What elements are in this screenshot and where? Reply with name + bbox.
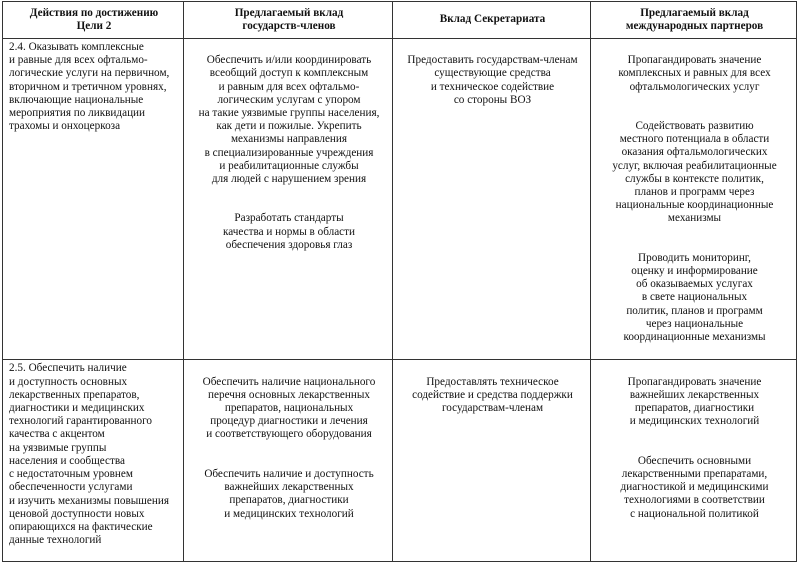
paragraph: Содействовать развитию местного потенциала в области оказания офтальмологических услуг, включая реабилитационные службы в контексте политик, планов и программ через национальные координационные механизмы — [612, 120, 777, 225]
header-secretariat: Вклад Секретариата — [393, 2, 591, 39]
paragraph: Предоставить государствам-членам существующие средства и техническое содействие со стороны ВОЗ — [407, 54, 578, 106]
cell-action: 2.4. Оказывать комплексные и равные для всех офтальмо- логические услуги на первичном, вторичном и третичном уровнях, включающие национальные мероприятия по ликвидации трахомы и онхоцеркоза — [3, 39, 184, 360]
table-header-row — [3, 2, 797, 39]
action-table — [2, 1, 797, 562]
cell-partners — [591, 360, 797, 562]
cell-secretariat — [393, 360, 591, 562]
cell-partners — [591, 39, 797, 360]
cell-action: 2.5. Обеспечить наличие и доступность основных лекарственных препаратов, диагностики и медицинских технологий гарантированного качества с акцентом на уязвимые группы населения и сообщества с недостаточным уровнем обеспеченности услугами и изучить механизмы повышения ценовой доступности новых опирающихся на фактические данные технологий — [3, 360, 184, 562]
paragraph: Проводить мониторинг, оценку и информирование об оказываемых услугах в свете национальных политик, планов и программ через национальные координационные механизмы — [623, 251, 766, 344]
paragraph: Обеспечить и/или координировать всеобщий доступ к комплексным и равным для всех офтальмо- логическим услугам с упором на такие уязвимые группы населения, как дети и пожилые. Укрепить механизмы направления в специализированные учреждения и реабилитационные службы для людей с нарушением зрения — [198, 54, 380, 186]
cell-member-states — [184, 360, 393, 562]
paragraph: Разработать стандарты качества и нормы в области обеспечения здоровья глаз — [222, 212, 356, 251]
header-member-states: Предлагаемый вклад государств-членов — [184, 2, 393, 39]
paragraph: Обеспечить наличие национального перечня основных лекарственных препаратов, национальных процедур диагностики и лечения и соответствующего оборудования — [202, 375, 376, 441]
header-actions: Действия по достижению Цели 2 — [3, 2, 184, 39]
table-row — [3, 360, 797, 562]
paragraph: Пропагандировать значение комплексных и равных для всех офтальмологических услуг — [618, 54, 771, 93]
paragraph: Обеспечить основными лекарственными препаратами, диагностикой и медицинскими технологиями в соответствии с национальной политикой — [620, 454, 769, 520]
cell-secretariat — [393, 39, 591, 360]
paragraph: Пропагандировать значение важнейших лекарственных препаратов, диагностики и медицинских технологий — [627, 375, 762, 428]
header-partners: Предлагаемый вклад международных партнеров — [591, 2, 797, 39]
paragraph: Предоставлять техническое содействие и средства поддержки государствам-членам — [412, 375, 573, 415]
cell-member-states — [184, 39, 393, 360]
paragraph: Обеспечить наличие и доступность важнейших лекарственных препаратов, диагностики и медицинских технологий — [204, 467, 374, 520]
table-row — [3, 39, 797, 360]
